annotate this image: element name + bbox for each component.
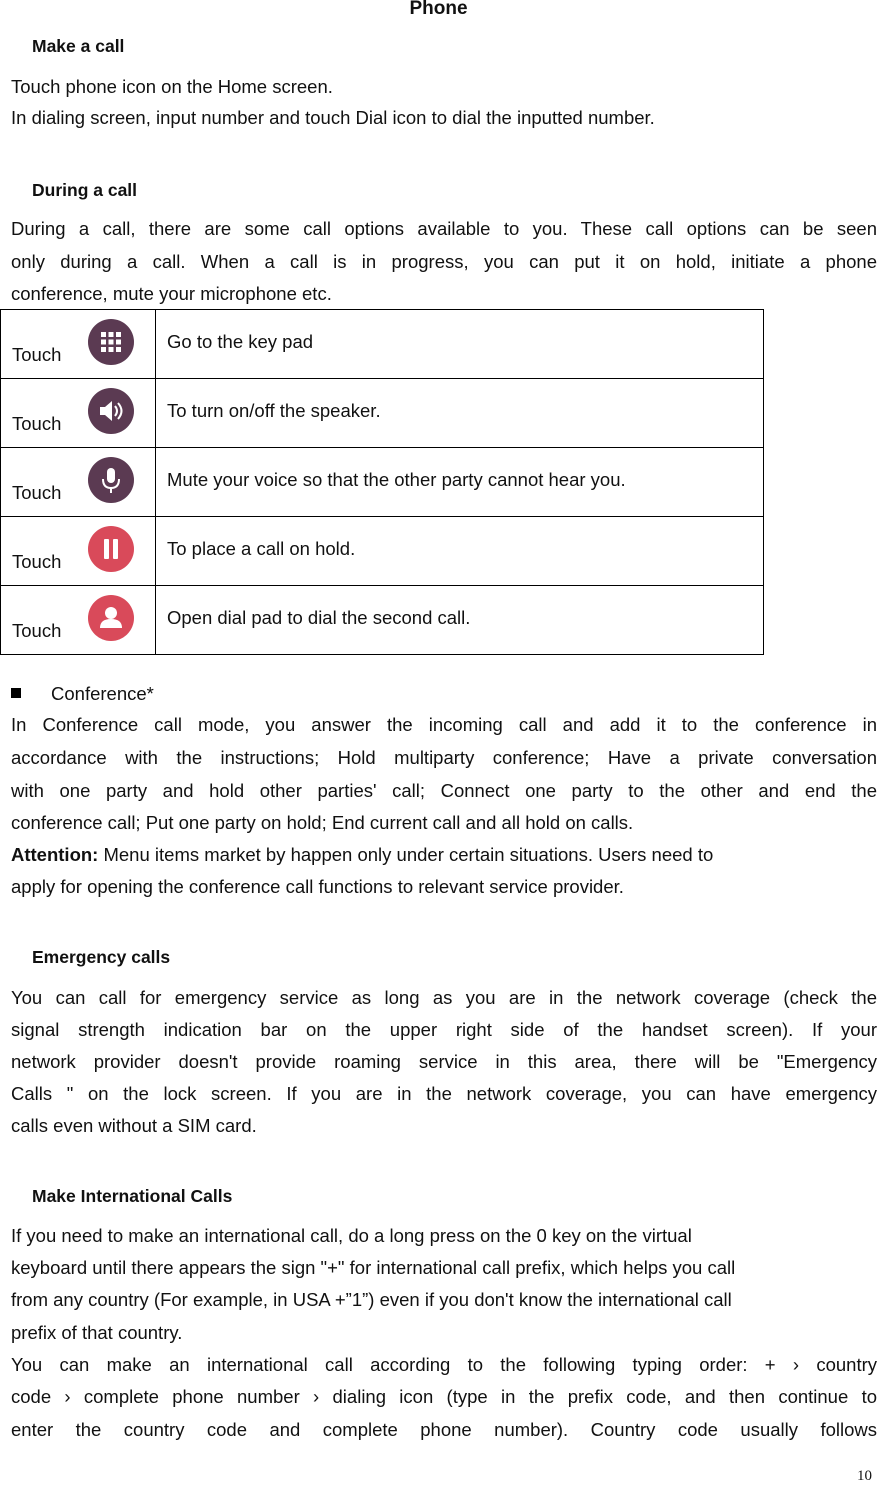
description-cell: To place a call on hold. <box>156 517 764 586</box>
emergency-line-3: network provider doesn't provide roaming service in this area, there will be "Emergency <box>11 1051 877 1072</box>
conference-line-3: with one party and hold other parties' call; Connect one party to the other and end the <box>11 780 877 801</box>
during-call-line-2: only during a call. When a call is in progress, you can put it on hold, initiate a phone <box>11 251 877 272</box>
bullet-square-icon <box>11 688 21 698</box>
attention-text: Menu items market by happen only under certain situations. Users need to <box>98 844 714 865</box>
page-title: Phone <box>409 0 468 19</box>
during-call-line-1: During a call, there are some call options available to you. These call options can be seen <box>11 218 877 239</box>
during-call-line-3: conference, mute your microphone etc. <box>11 283 332 304</box>
international-line-3: from any country (For example, in USA +”1”) even if you don't know the international call <box>11 1289 732 1310</box>
international-line-2: keyboard until there appears the sign "+" for international call prefix, which helps you call <box>11 1257 736 1278</box>
make-call-line-1: Touch phone icon on the Home screen. <box>11 76 333 97</box>
conference-line-1: In Conference call mode, you answer the incoming call and add it to the conference in <box>11 714 877 735</box>
attention-line-2: apply for opening the conference call functions to relevant service provider. <box>11 876 624 897</box>
attention-line-1 <box>11 838 877 871</box>
emergency-line-5: calls even without a SIM card. <box>11 1115 257 1136</box>
description-cell: Mute your voice so that the other party cannot hear you. <box>156 448 764 517</box>
international-order-line-3: enter the country code and complete phone number). Country code usually follows <box>11 1419 877 1440</box>
description-cell: Open dial pad to dial the second call. <box>156 586 764 655</box>
description-cell: Go to the key pad <box>156 310 764 379</box>
touch-label: Touch <box>12 413 62 434</box>
call-options-table <box>0 309 764 655</box>
touch-cell <box>1 517 156 586</box>
emergency-line-2: signal strength indication bar on the upper right side of the handset screen). If your <box>11 1019 877 1040</box>
touch-cell <box>1 379 156 448</box>
emergency-line-1: You can call for emergency service as long as you are in the network coverage (check the <box>11 987 877 1008</box>
international-line-4: prefix of that country. <box>11 1322 183 1343</box>
table-row <box>1 517 764 586</box>
conference-bullet <box>11 683 154 705</box>
description-cell: To turn on/off the speaker. <box>156 379 764 448</box>
make-call-line-2: In dialing screen, input number and touch Dial icon to dial the inputted number. <box>11 107 655 128</box>
table-row <box>1 448 764 517</box>
international-order-line-2: code › complete phone number › dialing icon (type in the prefix code, and then continue to <box>11 1386 877 1407</box>
table-row <box>1 586 764 655</box>
emergency-line-4: Calls " on the lock screen. If you are in the network coverage, you can have emergency <box>11 1083 877 1104</box>
touch-label: Touch <box>12 620 62 641</box>
touch-label: Touch <box>12 344 62 365</box>
touch-cell <box>1 586 156 655</box>
conference-line-2: accordance with the instructions; Hold multiparty conference; Have a private conversation <box>11 747 877 768</box>
keypad-icon <box>87 318 135 366</box>
international-heading: Make International Calls <box>32 1186 233 1206</box>
table-row <box>1 310 764 379</box>
emergency-heading: Emergency calls <box>32 947 171 967</box>
microphone-icon <box>87 456 135 504</box>
pause-icon <box>87 525 135 573</box>
during-call-heading: During a call <box>32 180 138 200</box>
table-row <box>1 379 764 448</box>
international-order-line-1: You can make an international call according to the following typing order: + › country <box>11 1354 877 1375</box>
add-contact-icon <box>87 594 135 642</box>
touch-cell <box>1 448 156 517</box>
touch-label: Touch <box>12 482 62 503</box>
conference-bullet-label: Conference* <box>51 683 154 704</box>
touch-label: Touch <box>12 551 62 572</box>
attention-label: Attention: <box>11 844 99 865</box>
international-line-1: If you need to make an international call, do a long press on the 0 key on the virtual <box>11 1225 692 1246</box>
conference-line-4: conference call; Put one party on hold; End current call and all hold on calls. <box>11 812 634 833</box>
touch-cell <box>1 310 156 379</box>
page-number: 10 <box>857 1468 872 1484</box>
make-call-heading: Make a call <box>32 36 125 56</box>
speaker-icon <box>87 387 135 435</box>
